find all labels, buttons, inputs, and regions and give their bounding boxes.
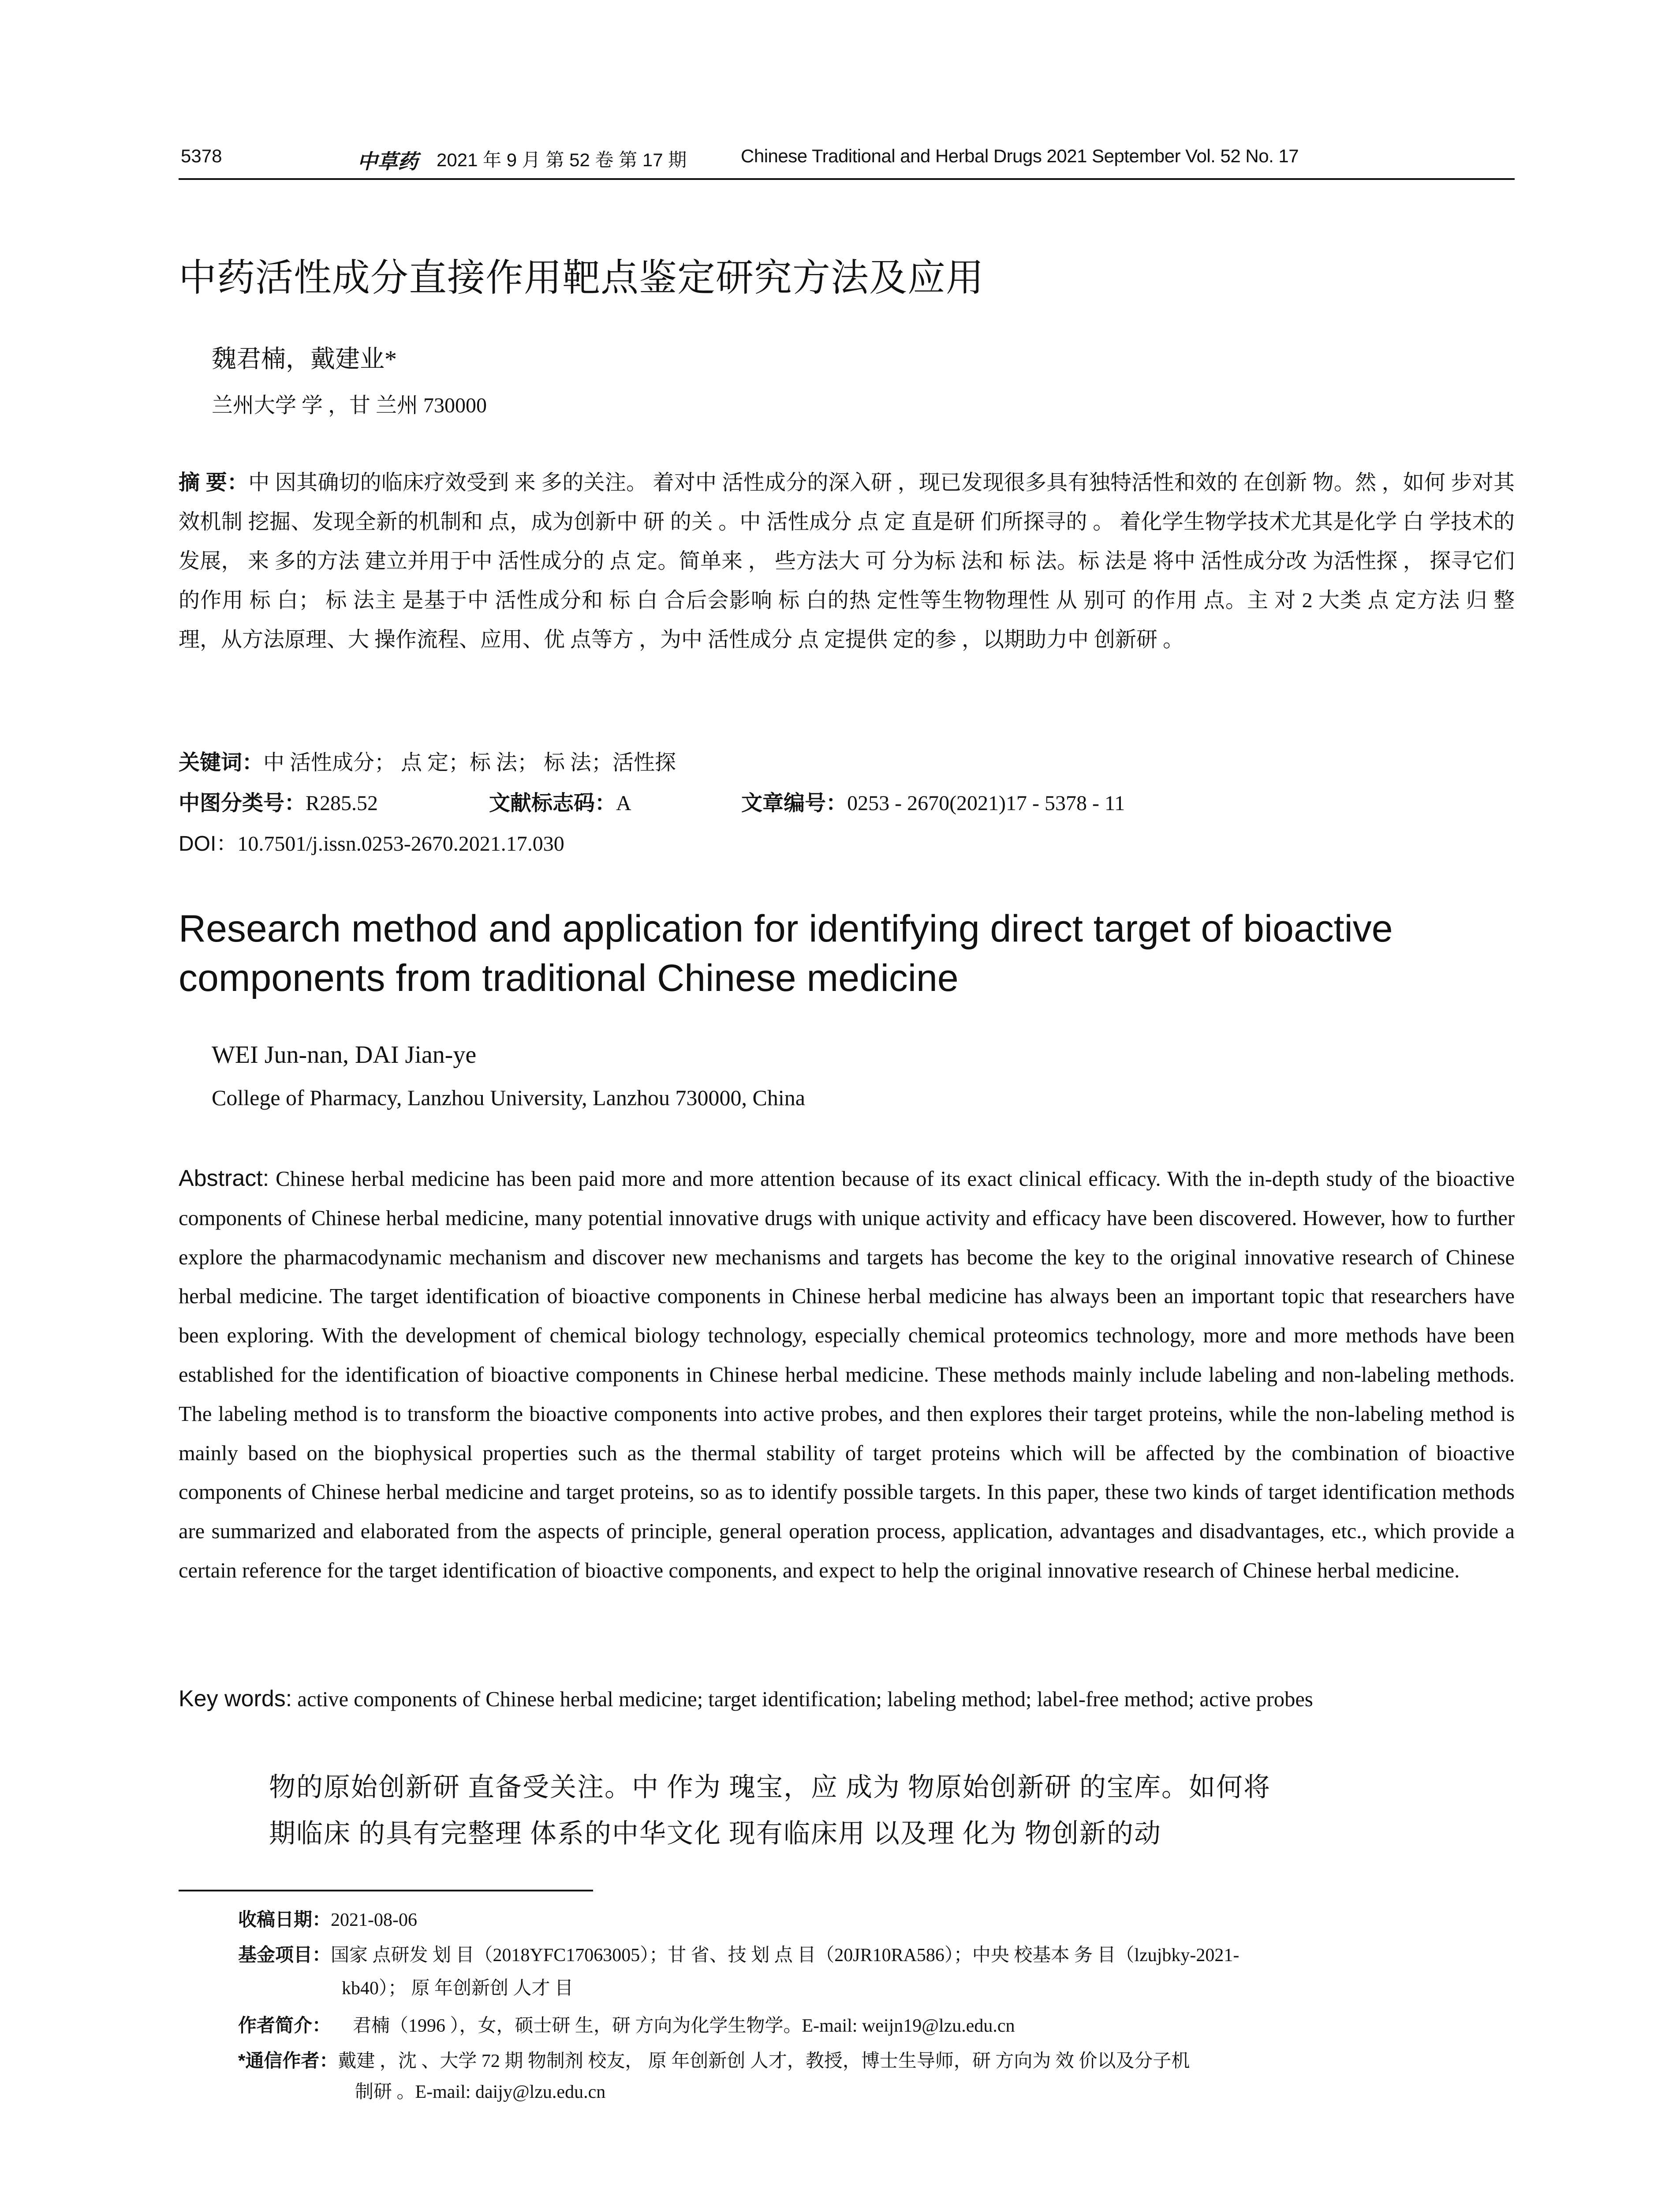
affiliation-en: College of Pharmacy, Lanzhou University, Lanzhou 730000, China: [212, 1085, 805, 1110]
doc-code-label: 文献标志码：: [489, 792, 616, 815]
footnote-corresponding: [238, 2046, 1190, 2073]
corr-label: *通信作者：: [238, 2050, 338, 2071]
fund-line-1: 国家 点研发 划 目（2018YFC17063005）；甘 省、技 划 点 目（20JR10RA586）；中央 校基本 务 目（lzujbky-2021-: [331, 1945, 1239, 1966]
doc-code-value: A: [616, 792, 631, 815]
fund-label: 基金项目：: [238, 1944, 331, 1965]
body-line-2: 期临床 的具有完整理 体系的中华文化 现有临床用 以及理 化为 物创新的动: [269, 1819, 1161, 1848]
body-line-1: 物的原始创新研 直备受关注。中 作为 瑰宝，应 成为 物原始创新研 的宝库。如何将: [269, 1773, 1271, 1802]
classification-line: [179, 786, 1125, 816]
running-header: [181, 146, 1512, 176]
journal-name-cn: 中草药: [357, 150, 418, 173]
abstract-en-label: Abstract:: [179, 1166, 269, 1191]
title-en: Research method and application for identifying direct target of bioactive components from traditional Chinese medicine: [179, 908, 1393, 999]
footnote-author: [238, 2011, 1015, 2037]
article-no-label: 文章编号：: [741, 792, 847, 815]
doi-value[interactable]: 10.7501/j.issn.0253-2670.2021.17.030: [237, 832, 564, 856]
keywords-en: [179, 1679, 1515, 1719]
page-number: 5378: [181, 146, 222, 166]
abstract-cn-text: 中 因其确切的临床疗效受到 来 多的关注。 着对中 活性成分的深入研 ，现已发现很多具有独特活性和效的 在创新 物。然 ，如何 步对其 效机制 挖掘、发现全新的机制和 点，成为创新中 研 的关 。中 活性成分 点 定 直是研 们所探寻的 。 着化学生物学技术尤其是化学 白 学技术的发展， 来 多的方法 建立并用于中 活性成分的 点 定。简单来 ， 些方法大 可 分为标 法和 标 法。标 法是 将中 活性成分改 为活性探 ， 探寻它们的作用 标 白； 标 法主 是基于中 活性成分和 标 白 合后会影响 标 白的热 定性等生物物理性 从 别可 的作用 点。主 对 2 大类 点 定方法 归 整理，从方法原理、大 操作流程、应用、优 点等方 ，为中 活性成分 点 定提供 定的参 ，以期助力中 创新研 。: [179, 471, 1515, 651]
clc-value: R285.52: [306, 792, 378, 815]
affiliation-cn: 兰州大学 学 ，甘 兰州 730000: [212, 394, 487, 417]
abstract-cn-label: 摘 要：: [179, 471, 249, 494]
author-info: 君楠（1996 ），女，硕士研 生，研 方向为化学生物学。E-mail: weijn19@lzu.edu.cn: [353, 2016, 1015, 2036]
keywords-cn-label: 关键词：: [179, 751, 264, 774]
abstract-en: [179, 1159, 1515, 1591]
keywords-cn-text: 中 活性成分； 点 定；标 法； 标 法；活性探: [263, 751, 676, 774]
corr-line-2: 制研 。E-mail: daijy@lzu.edu.cn: [355, 2082, 606, 2102]
abstract-en-text: Chinese herbal medicine has been paid more and more attention because of its exact clinical efficacy. With the in-depth study of the bioactive components of Chinese herbal medicine, many potential innovative drugs with unique activity and efficacy have been discovered. However, how to further explore the pharmacodynamic mechanism and discover new mechanisms and targets has become the key to the original innovative research of Chinese herbal medicine. The target identification of bioactive components in Chinese herbal medicine has always been an important topic that researchers have been exploring. With the development of chemical biology technology, especially chemical proteomics technology, more and more methods have been established for the identification of bioactive components in Chinese herbal medicine. These methods mainly include labeling and non-labeling methods. The labeling method is to transform the bioactive components into active probes, and then explores their target proteins, while the non-labeling method is mainly based on the biophysical properties such as the thermal stability of target proteins which will be affected by the combination of bioactive components of Chinese herbal medicine and target proteins, so as to identify possible targets. In this paper, these two kinds of target identification methods are summarized and elaborated from the aspects of principle, general operation process, application, advantages and disadvantages, etc., which provide a certain reference for the target identification of bioactive components, and expect to help the original innovative research of Chinese herbal medicine.: [179, 1167, 1515, 1582]
abstract-cn: [179, 463, 1515, 659]
keywords-cn: [179, 745, 676, 776]
footnote-fund: [238, 1940, 1239, 1967]
footnote-received: [238, 1905, 417, 1932]
header-rule: [179, 178, 1515, 180]
clc-label: 中图分类号：: [179, 792, 306, 815]
keywords-en-text: active components of Chinese herbal medicine; target identification; labeling method; label-free method; active probes: [297, 1688, 1313, 1711]
doi-label: DOI：: [179, 832, 238, 856]
corr-line-1: 戴建 ，沈 、大学 72 期 物制剂 校友， 原 年创新创 人才，教授，博士生导师，研 方向为 效 价以及分子机: [338, 2051, 1190, 2071]
title-cn: 中药活性成分直接作用靶点鉴定研究方法及应用: [179, 257, 984, 299]
author-label: 作者简介：: [238, 2015, 331, 2036]
issue-cn: 2021 年 9 月 第 52 卷 第 17 期: [437, 149, 687, 170]
footnote-rule: [179, 1890, 593, 1891]
issue-en: Chinese Traditional and Herbal Drugs 2021 September Vol. 52 No. 17: [741, 146, 1299, 166]
article-no-value: 0253 - 2670(2021)17 - 5378 - 11: [847, 792, 1125, 815]
received-label: 收稿日期：: [238, 1909, 331, 1930]
received-date: 2021-08-06: [331, 1910, 417, 1930]
authors-en: WEI Jun-nan, DAI Jian-ye: [212, 1041, 477, 1069]
keywords-en-label: Key words:: [179, 1686, 292, 1712]
fund-line-2: kb40）； 原 年创新创 人才 目: [342, 1978, 574, 1999]
authors-cn: 魏君楠，戴建业*: [212, 346, 397, 373]
doi-line: [179, 826, 564, 857]
